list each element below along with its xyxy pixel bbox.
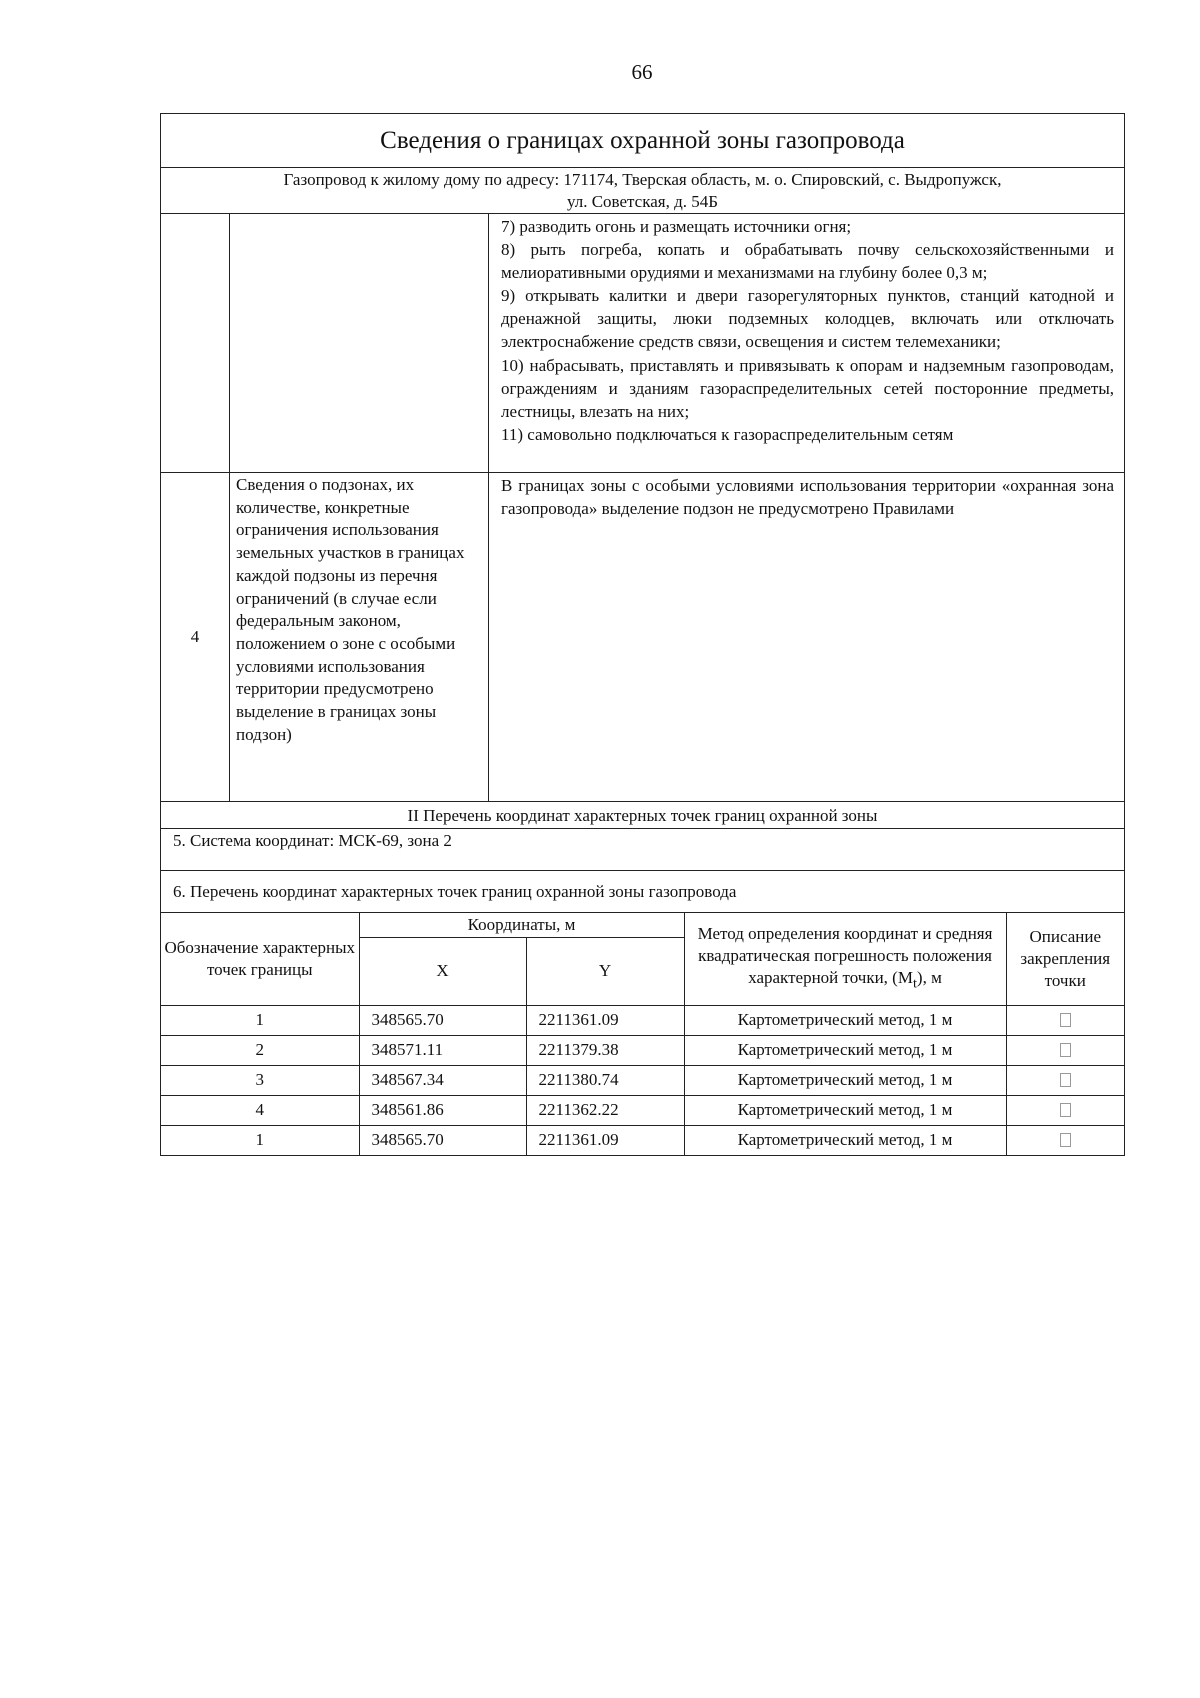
coord-y: 2211380.74 (526, 1065, 684, 1095)
subzones-row (161, 472, 1124, 801)
coord-x: 348565.70 (359, 1005, 526, 1035)
page-number: 66 (631, 60, 653, 84)
point-description (1006, 1095, 1124, 1125)
section-2-title: II Перечень координат характерных точек границ охранной зоны (161, 801, 1124, 828)
method: Картометрический метод, 1 м (684, 1125, 1006, 1155)
address-line-2: ул. Советская, д. 54Б (566, 192, 718, 211)
header-point: Обозначение характерных точек границы (161, 913, 359, 1005)
point-description (1006, 1035, 1124, 1065)
header-method: Метод определения координат и средняя квадратическая погрешность положения характерной точки, $(M_t)$, м (684, 913, 1006, 1005)
placeholder-box-icon (1060, 1013, 1071, 1027)
header-x: X (359, 937, 526, 1005)
point-id: 3 (161, 1065, 359, 1095)
point-id: 1 (161, 1125, 359, 1155)
table-row (161, 1095, 1124, 1125)
coord-y: 2211361.09 (526, 1125, 684, 1155)
header-description: Описание закрепления точки (1006, 913, 1124, 1005)
restrictions-list (489, 214, 1124, 472)
point-description (1006, 1005, 1124, 1035)
method: Картометрический метод, 1 м (684, 1005, 1006, 1035)
placeholder-box-icon (1060, 1043, 1071, 1057)
method: Картометрический метод, 1 м (684, 1065, 1006, 1095)
zone-info-table (160, 113, 1125, 1156)
method: Картометрический метод, 1 м (684, 1095, 1006, 1125)
point-id: 1 (161, 1005, 359, 1035)
coordinates-section (161, 912, 1124, 1155)
restrictions-number-cell (161, 214, 230, 472)
restrictions-name-cell (230, 214, 489, 472)
address-line-1: Газопровод к жилому дому по адресу: 171174, Тверская область, м. о. Спировский, с. Выдропужск, (283, 170, 1002, 189)
table-row (161, 1065, 1124, 1095)
restriction-item: 8) рыть погреба, копать и обрабатывать почву сельскохозяйственными и мелиоративными орудиями и механизмами на глубину более 0,3 м; (501, 240, 1114, 283)
restrictions-row (161, 213, 1124, 472)
coord-y: 2211379.38 (526, 1035, 684, 1065)
coordinates-table (161, 913, 1124, 1155)
point-id: 4 (161, 1095, 359, 1125)
restriction-item: 7) разводить огонь и размещать источники огня; (501, 217, 852, 236)
coord-y: 2211361.09 (526, 1005, 684, 1035)
placeholder-box-icon (1060, 1133, 1071, 1147)
coord-x: 348561.86 (359, 1095, 526, 1125)
header-y: Y (526, 937, 684, 1005)
coordinate-system: 5. Система координат: МСК-69, зона 2 (161, 828, 1124, 870)
table-row (161, 1005, 1124, 1035)
point-id: 2 (161, 1035, 359, 1065)
document-title: Сведения о границах охранной зоны газопровода (380, 127, 905, 154)
restriction-item: 10) набрасывать, приставлять и привязывать к опорам и надземным газопроводам, ограждениям и зданиям газораспределительных сетей посторонние предметы, лестницы, влезать на них; (501, 355, 1114, 421)
table-row (161, 1035, 1124, 1065)
point-description (1006, 1065, 1124, 1095)
object-address (161, 167, 1124, 213)
boundary-points-title: 6. Перечень координат характерных точек границ охранной зоны газопровода (161, 870, 1124, 912)
coord-x: 348571.11 (359, 1035, 526, 1065)
table-row (161, 1125, 1124, 1155)
coord-y: 2211362.22 (526, 1095, 684, 1125)
placeholder-box-icon (1060, 1103, 1071, 1117)
placeholder-box-icon (1060, 1073, 1071, 1087)
header-coordinates: Координаты, м (359, 913, 684, 937)
item-number: 4 (161, 473, 230, 801)
coord-x: 348565.70 (359, 1125, 526, 1155)
point-description (1006, 1125, 1124, 1155)
method: Картометрический метод, 1 м (684, 1035, 1006, 1065)
item-value: В границах зоны с особыми условиями использования территории «охранная зона газопровода» выделение подзон не предусмотрено Правилами (501, 476, 1114, 519)
coord-x: 348567.34 (359, 1065, 526, 1095)
item-name: Сведения о подзонах, их количестве, конкретные ограничения использования земельных участков в границах каждой подзоны из перечня ограничений (в случае если федеральным законом, положением о зоне с особыми условиями использования территории предусмотрено выделение в границах зоны подзон) (230, 473, 489, 801)
restriction-item: 9) открывать калитки и двери газорегуляторных пунктов, станций катодной и дренажной защиты, люки подземных колодцев, включать или отключать электроснабжение средств связи, освещения и систем телемеханики; (501, 286, 1114, 352)
restriction-item: 11) самовольно подключаться к газораспределительным сетям (501, 424, 954, 444)
